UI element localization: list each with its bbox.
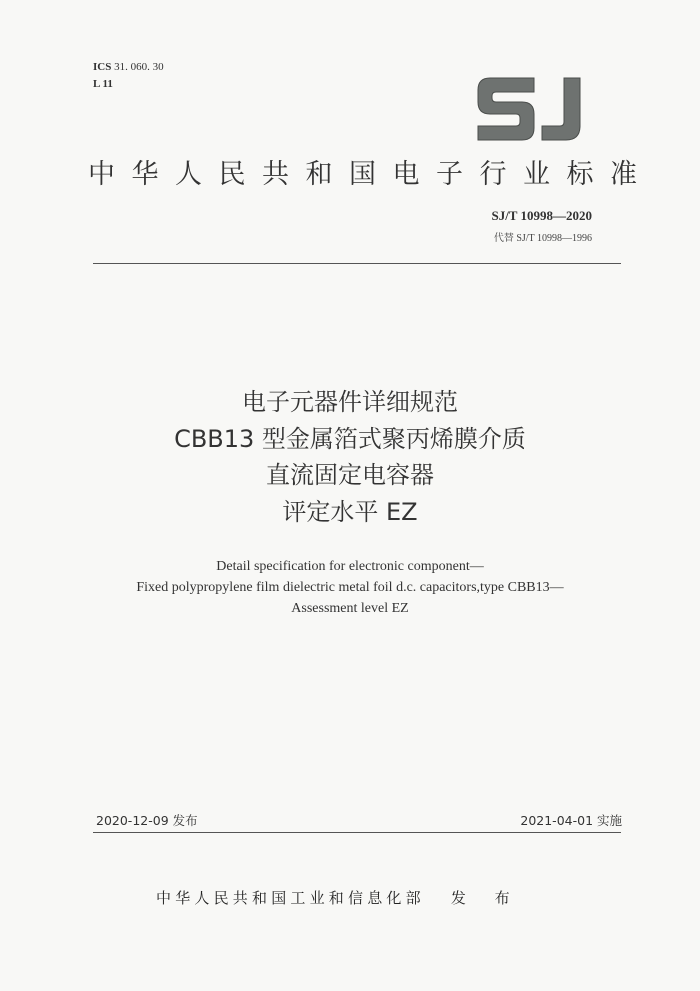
- en-title-line-3: Assessment level EZ: [291, 601, 409, 616]
- en-title-line-1: Detail specification for electronic component—: [216, 559, 484, 574]
- top-divider: [93, 263, 621, 264]
- standard-number: SJ/T 10998—2020: [491, 208, 592, 223]
- cn-title-line-3: 直流固定电容器: [266, 461, 434, 489]
- cn-title-line-2: CBB13 型金属箔式聚丙烯膜介质: [174, 424, 526, 453]
- sj-logo-graphic: [472, 74, 588, 146]
- chinese-title: [0, 384, 700, 530]
- cn-title-line-4: 评定水平 EZ: [282, 497, 418, 526]
- cn-title-line-1: 电子元器件详细规范: [242, 388, 458, 416]
- sj-logo: [472, 74, 588, 146]
- publisher-name: 中华人民共和国工业和信息化部: [156, 889, 425, 907]
- sj-logo-s-shape: [478, 78, 534, 140]
- english-title: [0, 556, 700, 619]
- implementation-date: 2021-04-01 实施: [520, 813, 622, 828]
- en-title-line-2: Fixed polypropylene film dielectric metal foil d.c. capacitors,type CBB13—: [136, 580, 564, 595]
- bottom-divider: [93, 832, 621, 833]
- classification-block: [93, 59, 164, 93]
- ics-code: 31. 060. 30: [114, 61, 164, 73]
- standard-number-block: [491, 208, 592, 244]
- issuing-standard-type: 中华人民共和国电子行业标准: [88, 159, 654, 190]
- publish-word: 发 布: [450, 889, 522, 907]
- class-code: L 11: [93, 78, 113, 90]
- sj-logo-j-shape: [542, 78, 580, 140]
- replaced-standard: 代替 SJ/T 10998—1996: [493, 233, 592, 244]
- ics-label: ICS: [93, 61, 112, 73]
- publisher-line: [156, 887, 522, 908]
- ics-line: [93, 59, 164, 76]
- issue-date: 2020-12-09 发布: [96, 813, 198, 828]
